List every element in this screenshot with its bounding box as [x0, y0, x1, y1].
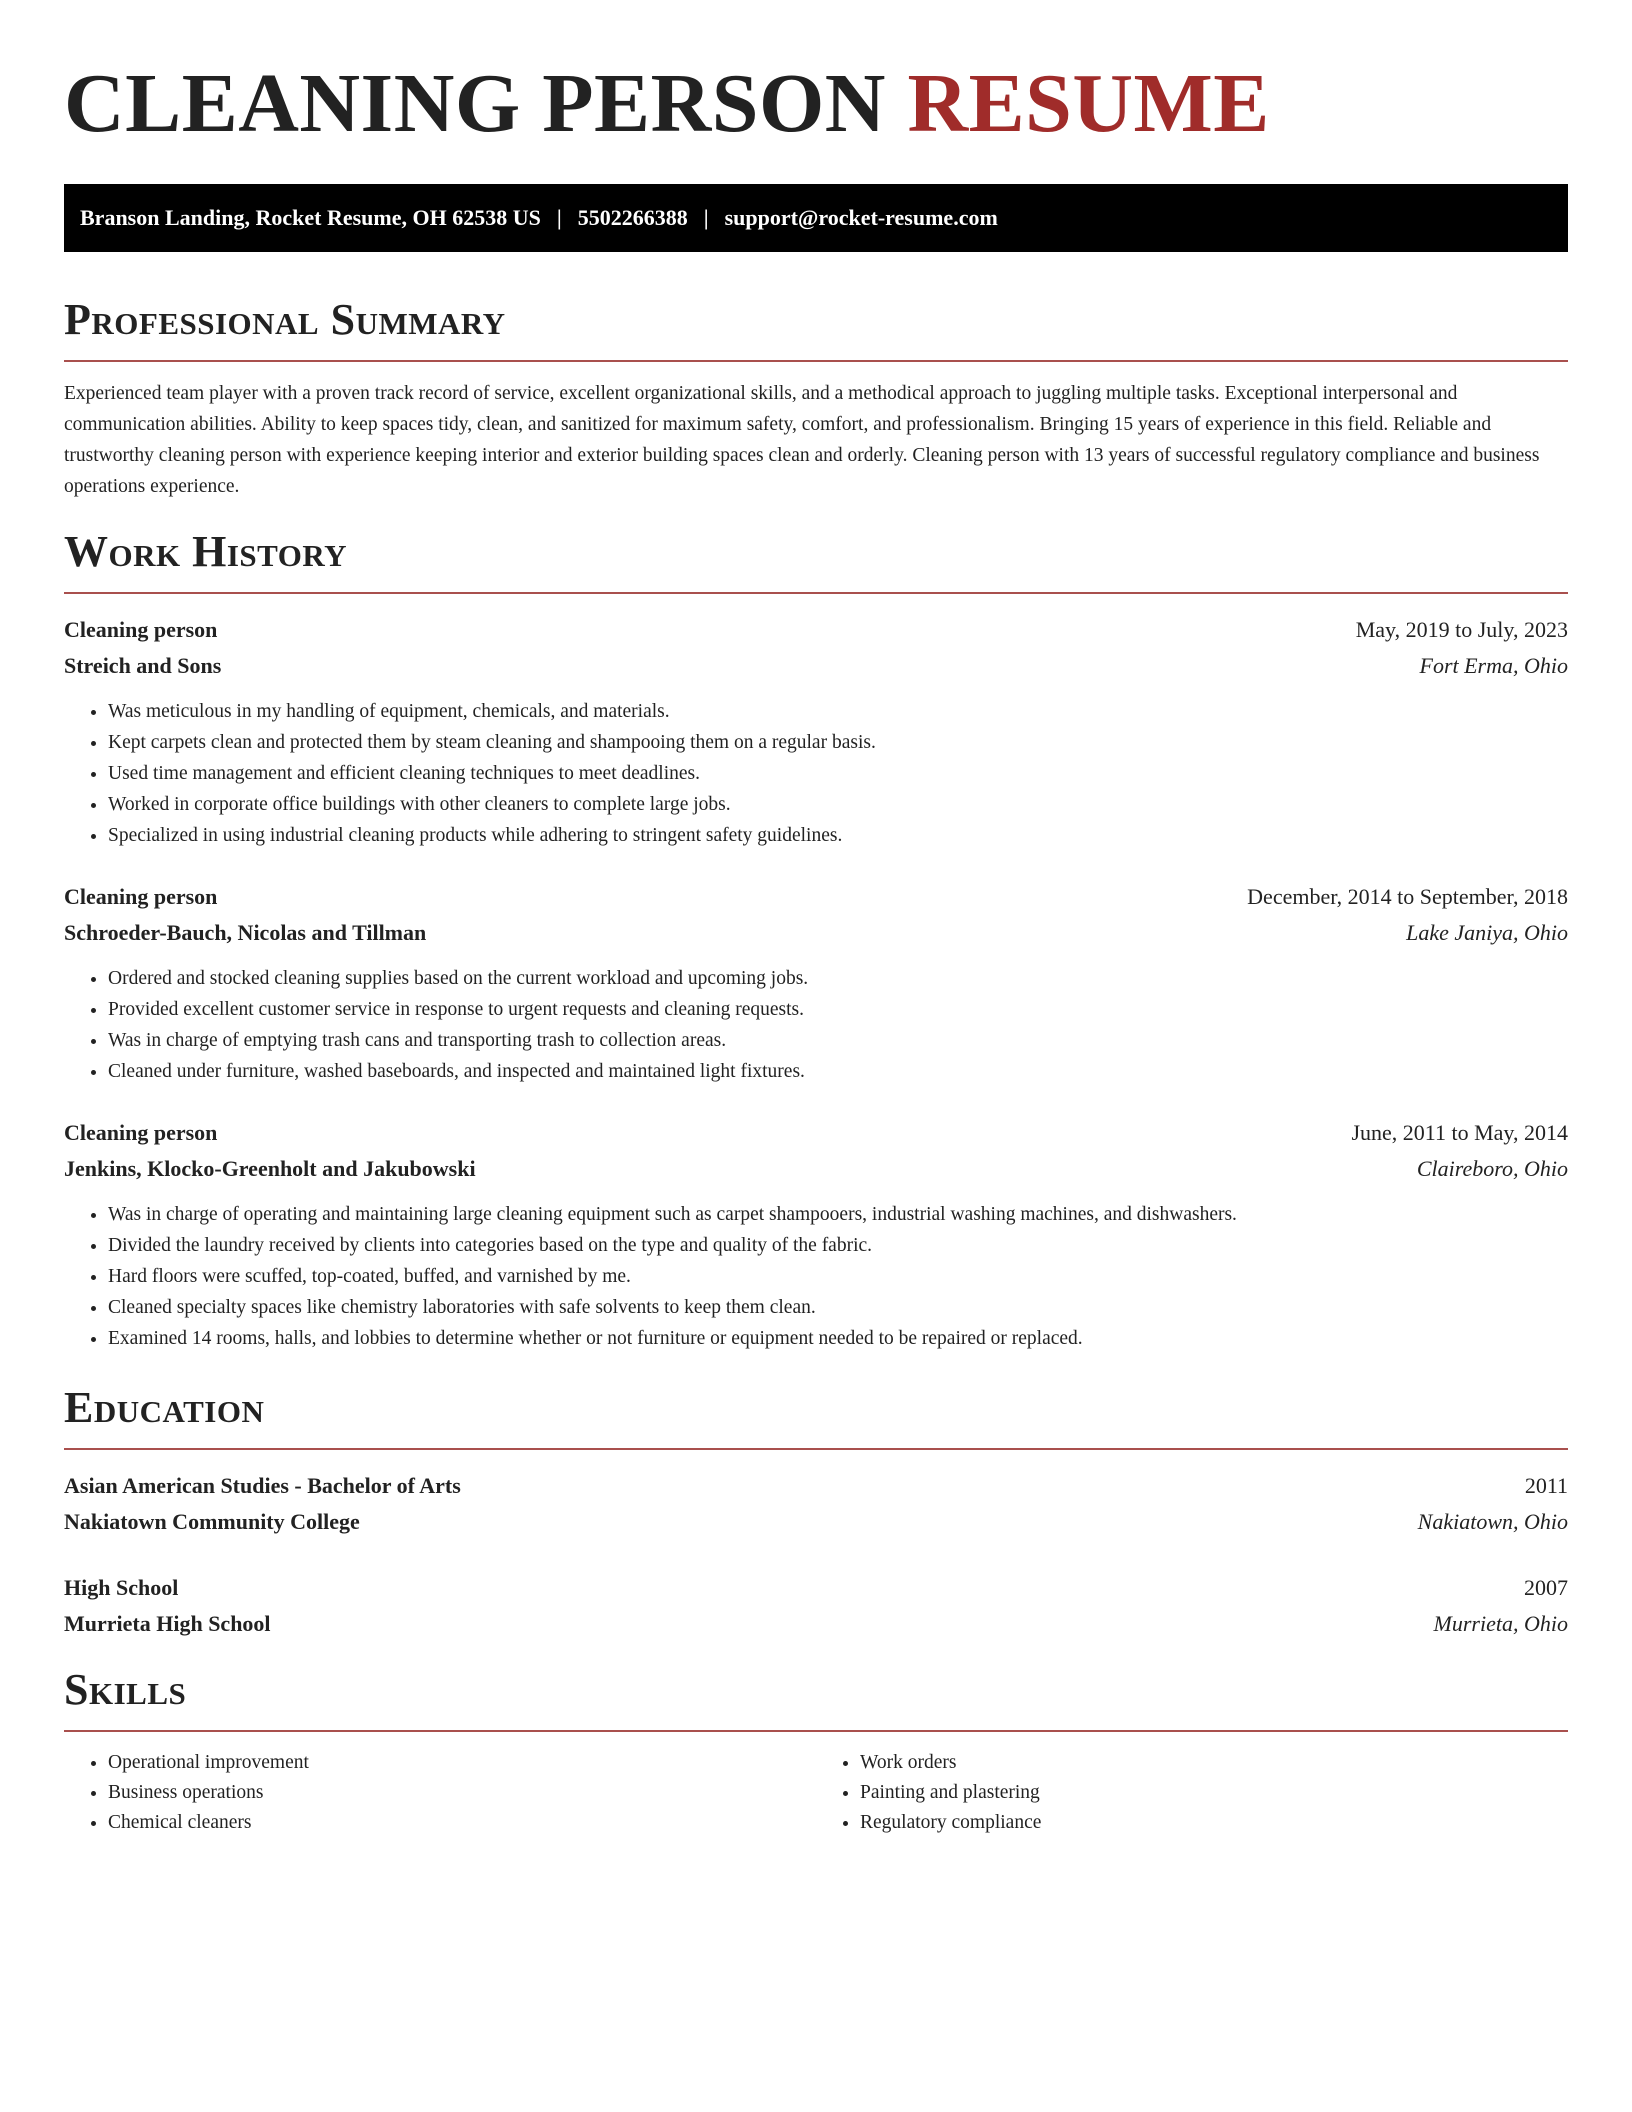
- job-duties-list: [64, 696, 1568, 851]
- summary-text: Experienced team player with a proven track record of service, excellent organizational skills, and a methodical approach to juggling multiple tasks. Exceptional interpersonal and communication abilities. Ability to keep spaces tidy, clean, and sanitized for maximum safety, comfort, and professionalism. Bringing 15 years of experience in this field. Reliable and trustworthy cleaning person with experience keeping interior and exterior building spaces clean and orderly. Cleaning person with 13 years of successful regulatory compliance and business operations experience.: [64, 383, 1540, 497]
- list-item: • Cleaned under furniture, washed baseboards, and inspected and maintained light fixtures.: [108, 1056, 1568, 1087]
- list-item: • Was in charge of operating and maintaining large cleaning equipment such as carpet shampooers, industrial washing machines, and dishwashers.: [108, 1199, 1568, 1230]
- education-degree: High School: [64, 1575, 179, 1600]
- title-accent: RESUME: [907, 57, 1270, 150]
- contact-separator: |: [556, 205, 562, 230]
- education-year: 2011: [1524, 1473, 1568, 1498]
- job-location: Claireboro, Ohio: [1416, 1156, 1568, 1181]
- list-item: • Work orders: [860, 1748, 1568, 1778]
- list-item: • Specialized in using industrial cleaning products while adhering to stringent safety guidelines.: [108, 820, 1568, 851]
- list-item: • Business operations: [108, 1778, 816, 1808]
- job-location: Lake Janiya, Ohio: [1406, 920, 1568, 945]
- section-divider: [64, 1730, 1568, 1732]
- list-item: • Was meticulous in my handling of equipment, chemicals, and materials.: [108, 696, 1568, 727]
- contact-phone: 5502266388: [577, 205, 688, 230]
- list-item: • Regulatory compliance: [860, 1808, 1568, 1838]
- work-history-section: [64, 524, 1568, 1354]
- education-section: [64, 1380, 1568, 1642]
- list-item: • Chemical cleaners: [108, 1808, 816, 1838]
- list-item: • Used time management and efficient cleaning techniques to meet deadlines.: [108, 758, 1568, 789]
- section-heading-education: Education: [64, 1383, 265, 1432]
- job-entry: [64, 1115, 1568, 1354]
- section-heading-skills: Skills: [64, 1665, 187, 1714]
- skills-list-left: [64, 1748, 816, 1838]
- job-duties-list: [64, 963, 1568, 1087]
- section-divider: [64, 1448, 1568, 1450]
- section-heading-summary: Professional Summary: [64, 295, 506, 344]
- list-item: • Operational improvement: [108, 1748, 816, 1778]
- education-location: Nakiatown, Ohio: [1417, 1509, 1568, 1534]
- contact-address: Branson Landing, Rocket Resume, OH 62538 US: [80, 205, 541, 230]
- education-entry: [64, 1570, 1568, 1642]
- list-item: • Worked in corporate office buildings with other cleaners to complete large jobs.: [108, 789, 1568, 820]
- section-divider: [64, 360, 1568, 362]
- contact-bar: [64, 184, 1568, 252]
- job-company: Jenkins, Klocko-Greenholt and Jakubowski: [64, 1156, 476, 1181]
- title-main: CLEANING PERSON: [64, 57, 886, 150]
- list-item: • Divided the laundry received by clients into categories based on the type and quality of the fabric.: [108, 1230, 1568, 1261]
- job-entry: [64, 612, 1568, 851]
- section-divider: [64, 592, 1568, 594]
- job-company: Streich and Sons: [64, 653, 222, 678]
- skills-list-right: [816, 1748, 1568, 1838]
- resume-title: [64, 54, 1568, 154]
- job-title: Cleaning person: [64, 1120, 218, 1145]
- job-title: Cleaning person: [64, 884, 218, 909]
- list-item: • Cleaned specialty spaces like chemistry laboratories with safe solvents to keep them clean.: [108, 1292, 1568, 1323]
- education-school: Nakiatown Community College: [64, 1509, 360, 1534]
- education-year: 2007: [1524, 1575, 1568, 1600]
- job-title: Cleaning person: [64, 617, 218, 642]
- list-item: • Painting and plastering: [860, 1778, 1568, 1808]
- job-dates: May, 2019 to July, 2023: [1355, 617, 1568, 642]
- list-item: • Hard floors were scuffed, top-coated, buffed, and varnished by me.: [108, 1261, 1568, 1292]
- job-dates: December, 2014 to September, 2018: [1247, 884, 1568, 909]
- education-degree: Asian American Studies - Bachelor of Arts: [64, 1473, 461, 1498]
- education-school: Murrieta High School: [64, 1611, 271, 1636]
- list-item: • Provided excellent customer service in response to urgent requests and cleaning requests.: [108, 994, 1568, 1025]
- contact-email: support@rocket-resume.com: [724, 205, 998, 230]
- job-company: Schroeder-Bauch, Nicolas and Tillman: [64, 920, 427, 945]
- education-location: Murrieta, Ohio: [1433, 1611, 1568, 1636]
- list-item: • Was in charge of emptying trash cans and transporting trash to collection areas.: [108, 1025, 1568, 1056]
- job-entry: [64, 879, 1568, 1087]
- job-dates: June, 2011 to May, 2014: [1351, 1120, 1568, 1145]
- skills-columns: [64, 1748, 1568, 1838]
- section-heading-work: Work History: [64, 527, 348, 576]
- list-item: • Kept carpets clean and protected them by steam cleaning and shampooing them on a regular basis.: [108, 727, 1568, 758]
- education-entry: [64, 1468, 1568, 1540]
- contact-separator: |: [703, 205, 709, 230]
- job-duties-list: [64, 1199, 1568, 1354]
- list-item: • Examined 14 rooms, halls, and lobbies to determine whether or not furniture or equipment needed to be repaired or replaced.: [108, 1323, 1568, 1354]
- summary-section: [64, 292, 1568, 502]
- job-location: Fort Erma, Ohio: [1419, 653, 1568, 678]
- skills-section: [64, 1662, 1568, 1838]
- list-item: • Ordered and stocked cleaning supplies based on the current workload and upcoming jobs.: [108, 963, 1568, 994]
